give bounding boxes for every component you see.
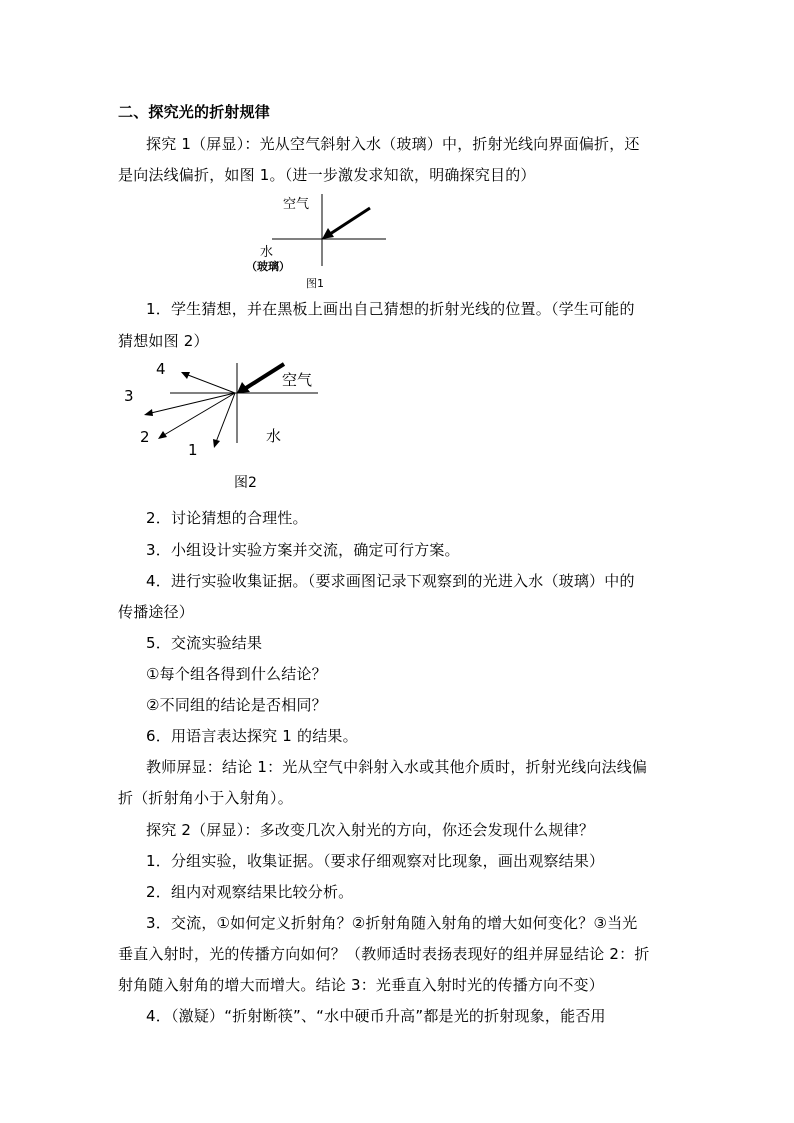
teacher-conclusion-line2: 折（折射角小于入射角）。 — [118, 789, 293, 807]
explore2-step-4: 4．（激疑）“折射断筷”、“水中硬币升高”都是光的折射现象，能否用 — [146, 1007, 606, 1025]
paragraph-explore1-line2: 是向法线偏折，如图 1。（进一步激发求知欲，明确探究目的） — [118, 166, 536, 184]
question-2: ②不同组的结论是否相同？ — [146, 696, 327, 714]
fig1-label-air: 空气 — [283, 197, 310, 212]
fig1-incident-ray — [330, 208, 370, 234]
fig2-ray-1 — [216, 393, 235, 442]
fig2-ray-1-arrow — [213, 439, 220, 448]
fig2-ray-2-arrow — [158, 431, 167, 439]
step-6: 6．用语言表达探究 1 的结果。 — [146, 727, 358, 745]
paragraph-guess-line1: 1．学生猜想，并在黑板上画出自己猜想的折射光线的位置。（学生可能的 — [146, 300, 635, 318]
fig2-ray-3-arrow — [144, 409, 153, 416]
fig2-ray-4 — [188, 375, 235, 393]
fig2-label-2: 2 — [140, 428, 150, 446]
fig1-label-water: 水 — [260, 245, 274, 260]
explore2-step-1: 1．分组实验，收集证据。（要求仔细观察对比现象，画出观察结果） — [146, 852, 605, 870]
explore2-step-3-line3: 射角随入射角的增大而增大。结论 3：光垂直入射时光的传播方向不变） — [118, 976, 604, 994]
explore2-step-2: 2．组内对观察结果比较分析。 — [146, 883, 354, 901]
teacher-conclusion-line1: 教师屏显：结论 1：光从空气中斜射入水或其他介质时，折射光线向法线偏 — [146, 758, 648, 776]
step-5: 5．交流实验结果 — [146, 634, 263, 652]
fig2-label-1: 1 — [188, 441, 198, 459]
step-2: 2．讨论猜想的合理性。 — [146, 509, 308, 527]
fig2-ray-3 — [151, 393, 235, 413]
figure-2 — [118, 355, 338, 495]
fig1-caption: 图1 — [306, 277, 324, 290]
fig1-label-glass: （玻璃） — [246, 260, 290, 273]
figure-1 — [240, 188, 400, 292]
fig2-label-water: 水 — [266, 427, 282, 445]
fig2-label-air: 空气 — [282, 371, 313, 389]
section-heading: 二、探究光的折射规律 — [118, 103, 271, 121]
step-3: 3．小组设计实验方案并交流，确定可行方案。 — [146, 541, 460, 559]
fig2-incident-ray — [246, 364, 284, 388]
fig2-caption: 图2 — [234, 475, 257, 491]
fig2-label-3: 3 — [124, 387, 134, 405]
step-4-line1: 4．进行实验收集证据。（要求画图记录下观察到的光进入水（玻璃）中的 — [146, 572, 635, 590]
question-1: ①每个组各得到什么结论？ — [146, 665, 327, 683]
fig2-ray-2 — [164, 393, 235, 435]
paragraph-explore1-line1: 探究 1（屏显）：光从空气斜射入水（玻璃）中，折射光线向界面偏折，还 — [146, 135, 640, 153]
explore2-step-3-line1: 3．交流，①如何定义折射角？②折射角随入射角的增大如何变化？③当光 — [146, 914, 638, 932]
explore2-step-3-line2: 垂直入射时，光的传播方向如何？（教师适时表扬表现好的组并屏显结论 2：折 — [118, 945, 650, 963]
explore-2: 探究 2（屏显）：多改变几次入射光的方向，你还会发现什么规律？ — [146, 821, 595, 839]
fig2-label-4: 4 — [156, 360, 166, 378]
paragraph-guess-line2: 猜想如图 2） — [118, 332, 209, 350]
step-4-line2: 传播途径） — [118, 603, 195, 621]
